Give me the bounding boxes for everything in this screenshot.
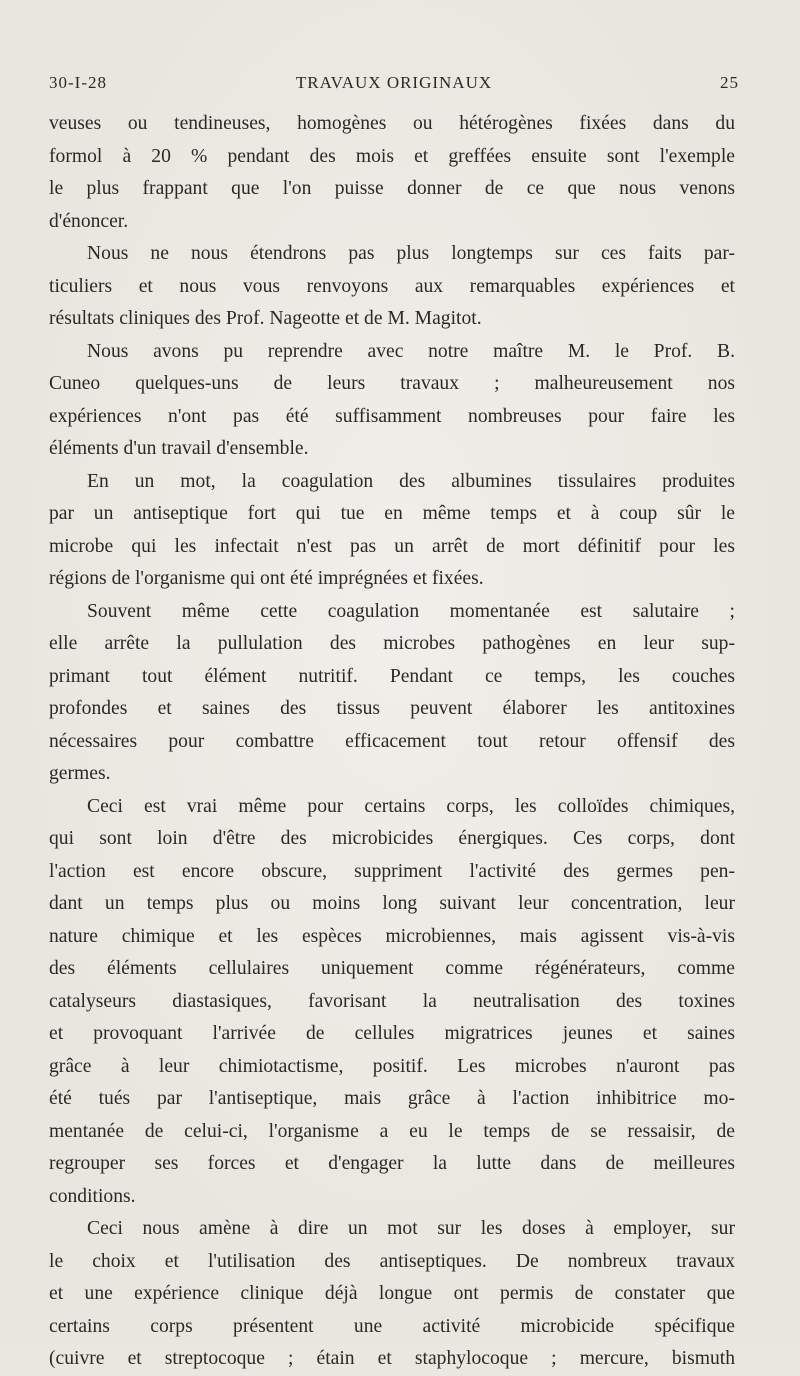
text-line: Ceci est vrai même pour certains corps, les colloïdes chimiques, (87, 795, 735, 817)
text-line: primant tout élément nutritif. Pendant ce temps, les couches (49, 665, 735, 687)
header-date: 30-I-28 (49, 73, 107, 92)
text-line: Nous ne nous étendrons pas plus longtemps sur ces faits par- (87, 243, 735, 264)
text-line: formol à 20 % pendant des mois et greffées ensuite sont l'exemple (49, 145, 735, 167)
text-line: Cuneo quelques-uns de leurs travaux ; malheureusement nos (49, 373, 735, 394)
text-line: par un antiseptique fort qui tue en même temps et à coup sûr le (49, 503, 735, 524)
text-line: mentanée de celui-ci, l'organisme a eu le temps de se ressaisir, de (49, 1120, 735, 1142)
text-line: En un mot, la coagulation des albumines tissulaires produites (87, 470, 735, 492)
text-line: grâce à leur chimiotactisme, positif. Les microbes n'auront pas (49, 1055, 735, 1077)
text-line: Nous avons pu reprendre avec notre maître M. le Prof. B. (87, 340, 735, 362)
running-header (49, 73, 739, 99)
text-line: elle arrête la pullulation des microbes pathogènes en leur sup- (49, 633, 735, 654)
text-line: et provoquant l'arrivée de cellules migratrices jeunes et saines (49, 1023, 735, 1044)
text-line: été tués par l'antiseptique, mais grâce à l'action inhibitrice mo- (49, 1088, 735, 1109)
text-line: certains corps présentent une activité microbicide spécifique (49, 1315, 735, 1337)
text-line: germes. (49, 763, 111, 784)
text-line: veuses ou tendineuses, homogènes ou hétérogènes fixées dans du (49, 113, 735, 134)
text-line: qui sont loin d'être des microbicides énergiques. Ces corps, dont (49, 828, 735, 849)
text-line: résultats cliniques des Prof. Nageotte et de M. Magitot. (49, 308, 482, 329)
text-line: Souvent même cette coagulation momentanée est salutaire ; (87, 600, 735, 622)
text-line: conditions. (49, 1185, 136, 1207)
text-line: l'action est encore obscure, suppriment l'activité des germes pen- (49, 860, 735, 882)
text-line: et une expérience clinique déjà longue ont permis de constater que (49, 1283, 735, 1304)
text-line: microbe qui les infectait n'est pas un arrêt de mort définitif pour les (49, 535, 735, 557)
text-line: regrouper ses forces et d'engager la lutte dans de meilleures (49, 1153, 735, 1174)
text-line: régions de l'organisme qui ont été imprégnées et fixées. (49, 568, 484, 589)
text-line: (cuivre et streptocoque ; étain et staphylocoque ; mercure, bismuth (49, 1348, 735, 1369)
text-line: ticuliers et nous vous renvoyons aux remarquables expériences et (49, 275, 735, 297)
text-line: le plus frappant que l'on puisse donner de ce que nous venons (49, 178, 735, 199)
text-line: d'énoncer. (49, 210, 129, 232)
text-line: éléments d'un travail d'ensemble. (49, 438, 309, 459)
text-line: le choix et l'utilisation des antiseptiques. De nombreux travaux (49, 1250, 735, 1272)
body-text (49, 108, 735, 1376)
header-section-title: TRAVAUX ORIGINAUX (295, 73, 493, 92)
text-line: nature chimique et les espèces microbiennes, mais agissent vis-à-vis (49, 925, 735, 947)
text-line: Ceci nous amène à dire un mot sur les doses à employer, sur (87, 1218, 735, 1239)
text-line: catalyseurs diastasiques, favorisant la neutralisation des toxines (49, 990, 735, 1012)
text-line: nécessaires pour combattre efficacement tout retour offensif des (49, 730, 735, 752)
text-line: des éléments cellulaires uniquement comme régénérateurs, comme (49, 958, 735, 979)
text-line: profondes et saines des tissus peuvent élaborer les antitoxines (49, 698, 735, 719)
text-line: expériences n'ont pas été suffisamment nombreuses pour faire les (49, 405, 735, 427)
page-number: 25 (720, 73, 739, 92)
text-line: dant un temps plus ou moins long suivant leur concentration, leur (49, 893, 735, 914)
